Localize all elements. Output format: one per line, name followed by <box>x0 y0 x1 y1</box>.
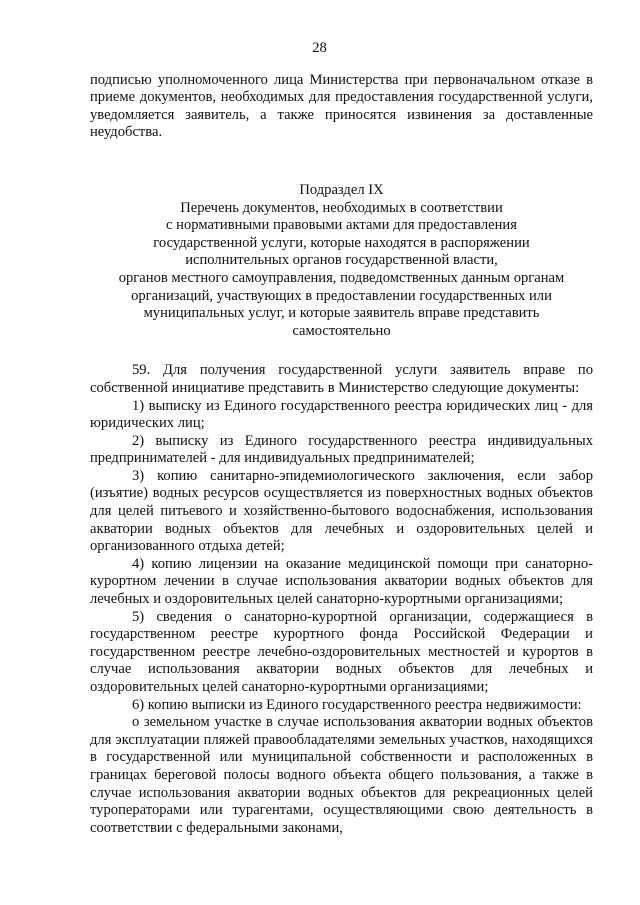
list-item-3: 3) копию санитарно-эпидемиологического заключения, если забор (изъятие) водных ресурсов осуществляется из поверхностных водных объектов для целей питьевого и хозяйственно-бытового водоснабжения, использования акватории водных объектов для лечебных и оздоровительных целей и организованного отдыха детей; <box>90 467 593 555</box>
paragraph-59: 59. Для получения государственной услуги заявитель вправе по собственной инициативе представить в Министерство следующие документы: <box>90 362 593 396</box>
list-item-5: 5) сведения о санаторно-курортной организации, содержащиеся в государственном реестре курортного фонда Российской Федерации и государственном реестре лечебно-оздоровительных местностей и курортов в случае использования акватории водных объектов для лечебных и оздоровительных целей санаторно-курортными организациями; <box>90 608 593 695</box>
section-heading-line: органов местного самоуправления, подведомственных данным органам <box>118 269 565 286</box>
list-item-4: 4) копию лицензии на оказание медицинской помощи при санаторно-курортном лечении в случае использования акватории водных объектов для лечебных и оздоровительных целей санаторно-курортными организациями; <box>90 555 593 608</box>
body-text <box>90 362 593 837</box>
intro-paragraph: подписью уполномоченного лица Министерства при первоначальном отказе в приеме документов, необходимых для предоставления государственной услуги, уведомляется заявитель, а также приносятся извинения за доставленные неудобства. <box>90 71 593 141</box>
section-heading-line: с нормативными правовыми актами для предоставления <box>166 217 517 234</box>
section-heading-line: муниципальных услуг, и которые заявитель вправе представить <box>143 305 540 322</box>
section-heading-line: государственной услуги, которые находятся в распоряжении <box>153 234 530 251</box>
list-item-2: 2) выписку из Единого государственного реестра индивидуальных предпринимателей - для индивидуальных предпринимателей; <box>90 432 593 467</box>
section-heading-line: исполнительных органов государственной власти, <box>185 252 498 269</box>
page-number: 28 <box>312 40 327 56</box>
list-item-1: 1) выписку из Единого государственного реестра юридических лиц - для юридических лиц; <box>90 397 593 432</box>
list-item-6: 6) копию выписки из Единого государственного реестра недвижимости: <box>132 696 582 713</box>
section-heading-line: самостоятельно <box>292 322 391 339</box>
list-item-6-subitem: о земельном участке в случае использования акватории водных объектов для эксплуатации пляжей правообладателями земельных участков, находящихся в государственной или муниципальной собственности и расположенных в границах береговой полосы водного объекта общего пользования, а также в случае использования акватории водных объектов для рекреационных целей туроператорами или турагентами, осуществляющими свою деятельность в соответствии с федеральными законами, <box>90 714 593 836</box>
section-heading-line: Перечень документов, необходимых в соответствии <box>180 199 503 216</box>
section-title: Подраздел IX <box>299 181 384 198</box>
section-heading <box>90 182 593 340</box>
section-heading-line: организаций, участвующих в предоставлении государственных или <box>131 287 552 304</box>
